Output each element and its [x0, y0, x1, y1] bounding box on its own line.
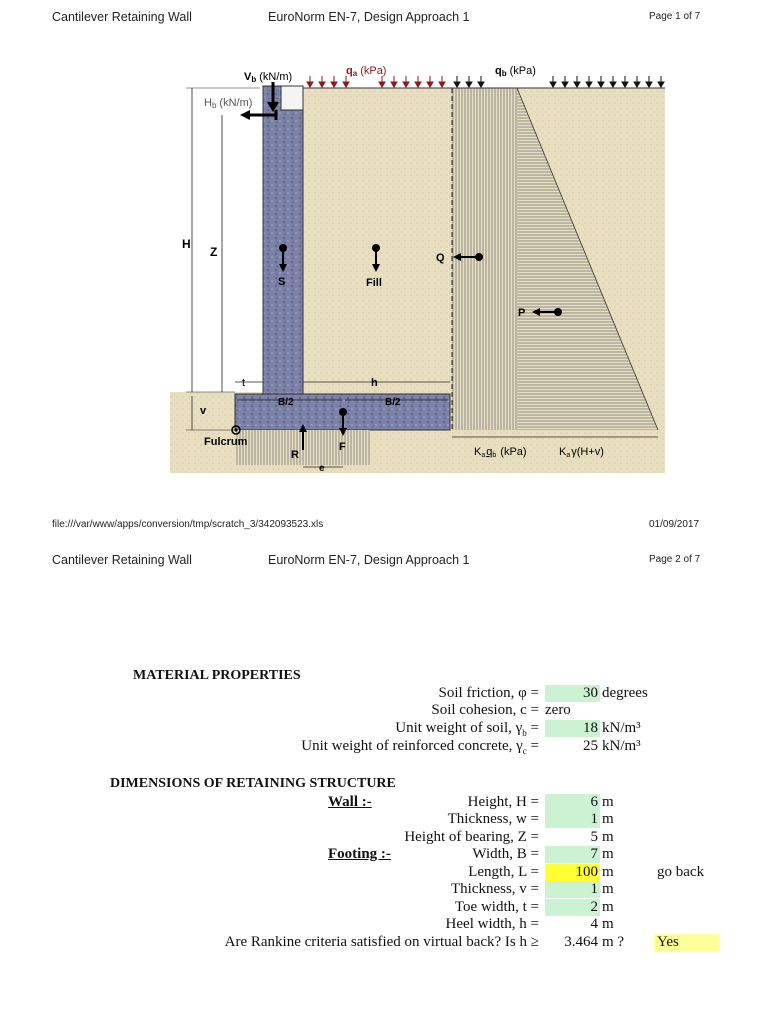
material-properties-title: MATERIAL PROPERTIES [133, 668, 301, 683]
fill-weight-label: Fill [366, 277, 382, 289]
toe-width-value[interactable]: 2 [545, 899, 600, 916]
hb-label: Hb (kN/m) [204, 97, 253, 110]
footing-thickness-label: Thickness, v = [450, 881, 539, 897]
rankine-min-heel: 3.464 [564, 934, 598, 950]
half-width-left-label: B/2 [278, 397, 294, 408]
half-width-right-label: B/2 [385, 397, 401, 408]
wall-thickness-label: Thickness, w = [447, 811, 539, 827]
go-back-link[interactable]: go back [657, 864, 705, 880]
toe-t-label: t [242, 377, 246, 389]
footing-section-label: Footing :- [328, 846, 391, 862]
toe-width-unit: m [602, 899, 614, 915]
footing-width-label: Width, B = [472, 846, 539, 862]
rankine-question: Are Rankine criteria satisfied on virtual back? Is h ≥ [224, 934, 539, 950]
concrete-unit-weight-unit: kN/m³ [602, 738, 641, 754]
wall-stem [263, 86, 303, 396]
page2-header-standard: EuroNorm EN-7, Design Approach 1 [268, 553, 470, 567]
vb-label: Vb (kN/m) [244, 71, 293, 84]
qa-label: qa (kPa) [346, 65, 387, 78]
wall-height-unit: m [602, 794, 614, 810]
wall-height-value[interactable]: 6 [545, 794, 600, 811]
soil-unit-weight-value[interactable]: 18 [545, 720, 600, 737]
ka-qb-label: Kaqb (kPa) [474, 446, 527, 459]
soil-friction-value[interactable]: 30 [545, 685, 600, 702]
rankine-unit: m ? [602, 934, 625, 950]
page2-header-page: Page 2 of 7 [649, 554, 701, 565]
dimensions-title: DIMENSIONS OF RETAINING STRUCTURE [110, 776, 396, 791]
wall-height-label: Height, H = [467, 794, 539, 810]
toe-width-label: Toe width, t = [454, 899, 539, 915]
soil-unit-weight-label: Unit weight of soil, $\gamma_b$ = [395, 720, 539, 738]
force-P-label: P [518, 307, 526, 319]
footing-length-unit: m [602, 864, 614, 880]
qb-label: qb (kPa) [495, 65, 536, 78]
concrete-unit-weight-value: 25 [583, 738, 598, 754]
footing-length-value[interactable]: 100 [545, 864, 600, 881]
soil-cohesion-label: Soil cohesion, c = [431, 702, 539, 718]
footing-width-unit: m [602, 846, 614, 862]
file-path-footer: file:///var/www/apps/conversion/tmp/scratch_3/342093523.xls [52, 519, 324, 530]
page1-header-page: Page 1 of 7 [649, 11, 701, 22]
wall-thickness-unit: m [602, 811, 614, 827]
eccentricity-e-label: e [319, 463, 325, 473]
stem-weight-S-label: S [278, 276, 286, 288]
bearing-Z-label: Z [210, 245, 218, 259]
soil-friction-label: Soil friction, φ = [438, 685, 539, 701]
page1-header-title: Cantilever Retaining Wall [52, 10, 192, 24]
date-footer: 01/09/2017 [649, 519, 700, 530]
soil-unit-weight-unit: kN/m³ [602, 720, 641, 736]
heel-width-value: 4 [590, 916, 598, 932]
bearing-height-unit: m [602, 829, 614, 845]
reaction-R-label: R [291, 449, 299, 461]
heel-width-unit: m [602, 916, 614, 932]
concrete-unit-weight-label: Unit weight of reinforced concrete, $\gamma_c$ = [301, 738, 539, 756]
surcharge-pressure-band [452, 88, 517, 430]
footing-length-label: Length, L = [468, 864, 539, 880]
heel-width-label: Heel width, h = [445, 916, 539, 932]
page1-header-standard: EuroNorm EN-7, Design Approach 1 [268, 10, 470, 24]
force-F-label: F [339, 441, 346, 453]
footing-thickness-unit: m [602, 881, 614, 897]
rankine-answer: Yes [654, 934, 719, 951]
ka-gamma-label: Kaγ(H+v) [559, 446, 604, 459]
bearing-height-value: 5 [590, 829, 598, 845]
wall-section-label: Wall :- [328, 794, 372, 810]
heel-h-label: h [371, 377, 378, 389]
fulcrum-label: Fulcrum [204, 436, 248, 448]
retaining-wall-diagram [170, 60, 665, 473]
force-Q-label: Q [436, 252, 445, 264]
bearing-height-label: Height of bearing, Z = [404, 829, 539, 845]
height-H-label: H [182, 237, 191, 251]
wall-thickness-value[interactable]: 1 [545, 811, 600, 828]
footing-width-value[interactable]: 7 [545, 846, 600, 863]
page2-header-title: Cantilever Retaining Wall [52, 553, 192, 567]
soil-friction-unit: degrees [602, 685, 648, 701]
footing-v-label: v [200, 405, 207, 417]
footing-thickness-value[interactable]: 1 [545, 881, 600, 898]
soil-cohesion-value[interactable]: zero [545, 702, 571, 718]
